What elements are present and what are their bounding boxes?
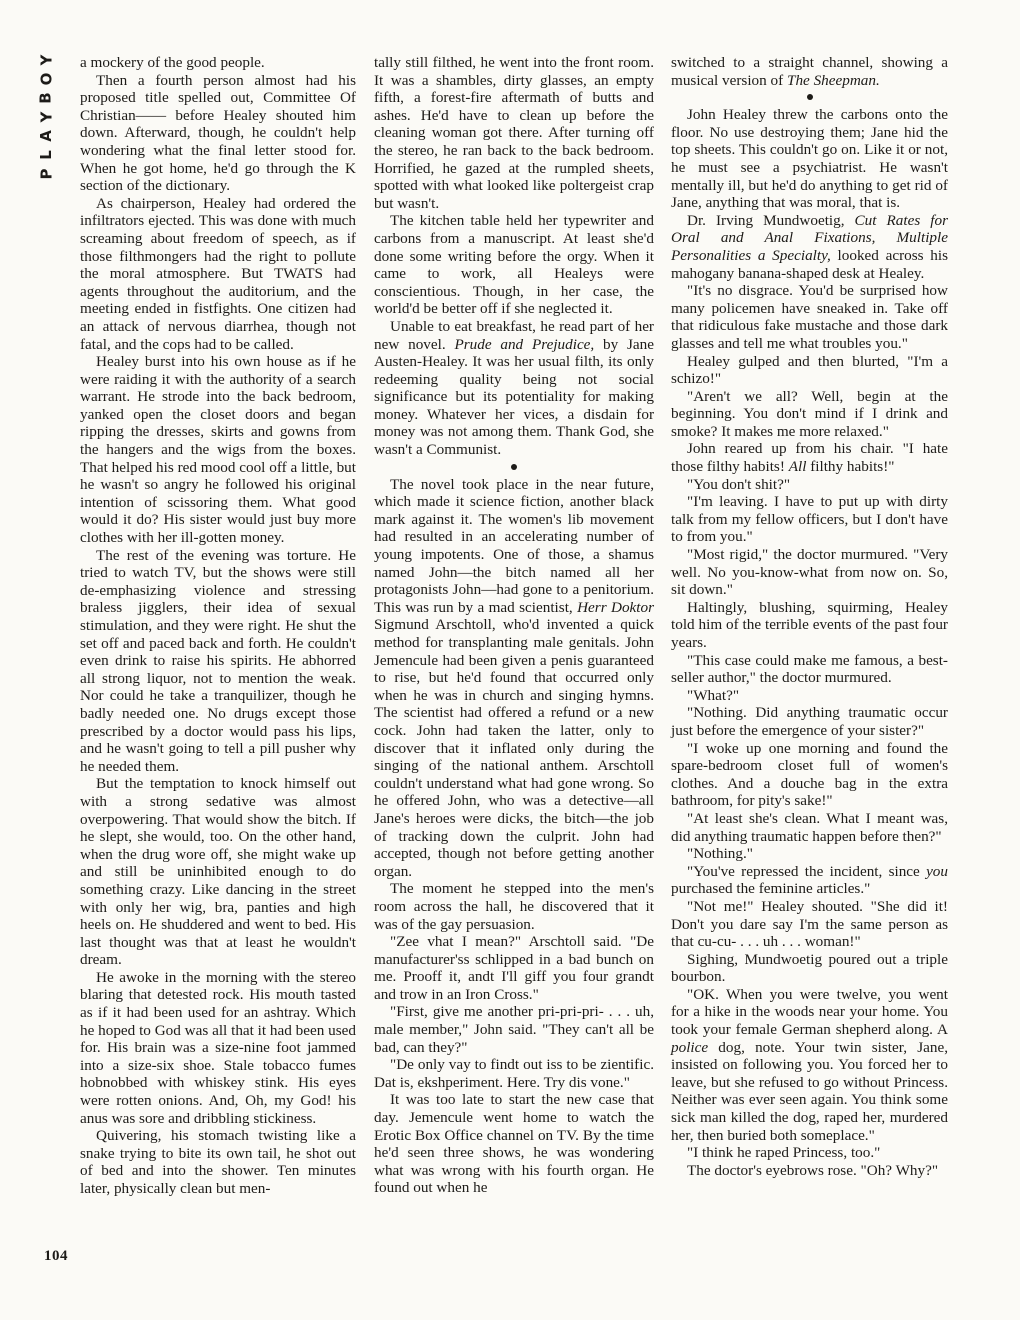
book-title: Prude and Prejudice, (454, 335, 595, 353)
paragraph: John Healey threw the carbons onto the floor. No use destroying them; Jane hid the top sheets. This couldn't go on. Like it or not, he must see a psychiatrist. He wasn't mentally ill, but he'd do anything to get rid of Jane, anything that was moral, that is. (671, 106, 948, 212)
paragraph: Healey gulped and then blurted, "I'm a schizo!" (671, 352, 948, 388)
text-run: The novel took place in the near future, which made it science fiction, another black mark against it. The women's lib movement had resulted in an accelerating number of young impotents. One of those, a shamus named John—the bitch named all her protagonists John—had gone to a penitorium. This was run by a mad scientist, (374, 475, 654, 616)
text-run: Unable to eat breakfast, he read part of her new novel. (374, 317, 654, 353)
text-run: "OK. When you were twelve, you went for a hike in the woods near your home. You took your female German shepherd along. A (671, 985, 948, 1039)
paragraph: Haltingly, blushing, squirming, Healey told him of the terrible events of the past four years. (671, 598, 948, 651)
text-column-1 (80, 54, 356, 1198)
text-run: Dr. Irving Mundwoetig, (687, 211, 855, 229)
paragraph: The kitchen table held her typewriter and carbons from a manuscript. At least she'd done some writing before the orgy. When it came to work, all Healeys were conscientious. Though, in her case, the world'd be better off if she neglected it. (374, 212, 654, 318)
paragraph: The rest of the evening was torture. He tried to watch TV, but the shows were still de-emphasizing violence and stressing braless jigglers, their idea of sexual stimulation, and they were right. He shut the set off and paced back and forth. He couldn't even drink to raise his spirits. He abhorred all strong liquor, not to mention the weak. Nor could he take a tranquilizer, though he badly needed one. No drugs except those prescribed by a doctor would pass his lips, and he wasn't going to tell a pill pusher why he needed them. (80, 546, 356, 775)
paragraph: But the temptation to knock himself out with a strong sedative was almost overpowering. That would show the bitch. If he slept, she would, too. On the other hand, when the drug wore off, she might wake up and still be uninhibited enough to do something crazy. Like dancing in the street with only her wig, bra, panties and high heels on. He shuddered and went to bed. His last thought was that at least he wouldn't dream. (80, 775, 356, 969)
paragraph: "It's no disgrace. You'd be surprised how many policemen have sneaked in. Take off that ridiculous fake mustache and those dark glasses and tell me what troubles you." (671, 282, 948, 352)
paragraph: "Nothing. Did anything traumatic occur just before the emergence of your sister?" (671, 704, 948, 739)
paragraph: Sighing, Mundwoetig poured out a triple bourbon. (671, 950, 948, 986)
italic-credentials: Cut Rates for Oral and Anal Fixations, Multiple Personalities a Specialty, (671, 211, 948, 264)
paragraph: It was too late to start the new case that day. Jemencule went home to watch the Erotic Box Office channel on TV. By the time he'd seen three shows, he was wondering what was wrong with his fourth organ. He found out when he (374, 1091, 654, 1197)
logo-letter: O (36, 72, 55, 86)
paragraph: "Nothing." (687, 845, 753, 863)
logo-letter: Y (37, 111, 55, 123)
paragraph: "De only vay to findt out iss to be zientific. Dat is, ekshperiment. Here. Try dis vone." (374, 1056, 654, 1091)
paragraph: "You don't shit?" (687, 475, 791, 493)
logo-letter: L (37, 150, 55, 160)
page-number: 104 (44, 1248, 68, 1264)
paragraph (374, 318, 654, 459)
text-run: looked across his mahogany banana-shaped desk at Healey. (671, 246, 948, 282)
text-run: dog, note. Your twin sister, Jane, insisted on following you. You forced her to leave, but she refused to go without Princess. Neither was ever seen again. You think some sick man killed the dog, raped her, murdered her, then buried both someplace." (671, 1038, 948, 1144)
paragraph (374, 476, 654, 881)
paragraph: "This case could make me famous, a best-seller author," the doctor murmured. (671, 651, 948, 687)
paragraph (671, 986, 948, 1144)
emphasis: All (788, 458, 807, 476)
text-run: by Jane Austen-Healey. It was her usual filth, its only redeeming quality being not social significance but its potentiality for making money. Whatever her vices, a disdain for money was not among them. Thank God, she wasn't a Communist. (374, 335, 655, 459)
text-run: switched to a straight channel, showing a musical version of (671, 54, 948, 89)
paragraph: tally still filthed, he went into the front room. It was a shambles, dirty glasses, an empty fifth, a forest-fire aftermath of butts and ashes. He'd have to clean up before the cleaning woman got there. After turning off the stereo, he ran back to the back bedroom. Horrified, he gazed at the rumpled sheets, spotted with what looked like poltergeist crap but wasn't. (374, 54, 654, 212)
logo-letter: P (37, 168, 55, 180)
paragraph: "Most rigid," the doctor murmured. "Very well. No you-know-what from now on. So, sit down." (671, 546, 948, 599)
paragraph: "I woke up one morning and found the spare-bedroom closet full of women's clothes. And a douche bag in the extra bathroom, for pity's sake!" (671, 739, 948, 810)
magazine-side-logo (26, 52, 66, 182)
paragraph: "I think he raped Princess, too." (687, 1144, 881, 1162)
text-run: filthy habits!" (806, 458, 895, 476)
text-column-2 (374, 54, 654, 1197)
logo-letter: A (36, 130, 55, 142)
paragraph (671, 440, 948, 475)
paragraph: Then a fourth person almost had his proposed title spelled out, Committee Of Christian—— before Healey shouted him down. Afterward, though, he couldn't help wondering what the final letter stood for. When he got home, he'd go through the K section of the dictionary. (80, 71, 356, 195)
text-column-3 (671, 54, 948, 1179)
paragraph: "What?" (687, 686, 740, 704)
paragraph: As chairperson, Healey had ordered the infiltrators ejected. This was done with much screaming about freedom of speech, as if those filthmongers had the right to pollute the moral atmosphere. But TWATS had agents throughout the auditorium, and the meeting ended in fistfights. One citizen had an attack of nervous diarrhea, though not fatal, and the cops had to be called. (80, 194, 356, 353)
paragraph (671, 212, 948, 282)
paragraph: Healey burst into his own house as if he were raiding it with the authority of a search warrant. He strode into the back bedroom, yanked open the closet doors and began ripping the dresses, skirts and gowns from the hangers and the wigs from the boxes. That helped his red mood cool off a little, but he wasn't so angry he followed his original intention of scissoring them. What good would it do? His sister would just buy more clothes with her ill-gotten money. (80, 353, 356, 547)
paragraph: "Zee vhat I mean?" Arschtoll said. "De manufacturer'ss schlipped in a bad bunch on me. Prooff it, andt I'll giff you four grandt and trow in an Iron Cross." (374, 933, 654, 1003)
text-run: Sigmund Arschtoll, who'd invented a quick method for transplanting male genitals. John Jemencule had been given a penis guaranteed to rise, but he'd found that occurred only when he was in church and singing hymns. The scientist had offered a refund or a new cock. John had taken the latter, only to discover that it inflated only during the singing of the national anthem. Arschtoll couldn't understand what had gone wrong. So he offered John, who was a detective—all Jane's heroes were dicks, the bitch—the job of tracking down the culprit. John had accepted, though not before getting another organ. (374, 616, 654, 880)
logo-letter: Y (37, 54, 55, 66)
text-run: "You've repressed the incident, since (687, 862, 927, 880)
emphasis: police (671, 1038, 709, 1056)
section-break-bullet (511, 464, 517, 470)
paragraph: "First, give me another pri-pri-pri- . . . uh, male member," John said. "They can't all be bad, can they?" (374, 1003, 654, 1056)
paragraph: "At least she's clean. What I meant was, did anything traumatic happen before then?" (671, 809, 948, 845)
logo-letter: B (37, 92, 55, 104)
paragraph: "Not me!" Healey shouted. "She did it! Don't you dare say I'm the same person as that cu-cu- . . . uh . . . woman!" (671, 897, 948, 951)
paragraph: "Aren't we all? Well, begin at the beginning. You don't mind if I drink and smoke? It makes me more relaxed." (671, 387, 948, 440)
text-run: purchased the feminine articles." (671, 880, 871, 898)
paragraph (671, 863, 948, 898)
paragraph: The doctor's eyebrows rose. "Oh? Why?" (687, 1161, 939, 1179)
section-break-bullet (807, 94, 813, 100)
show-title: The Sheepman. (787, 71, 880, 89)
paragraph: He awoke in the morning with the stereo blaring that detested rock. His mouth tasted as if it had been used for an ashtray. Which he hoped to God was all that it had been used for. His brain was a size-nine foot jammed into a size-six shoe. Stale tobacco fumes hobnobbed with whiskey stink. His eyes were rotten onions. And, Oh, my God! his anus was sore and dribbling stickiness. (80, 968, 356, 1127)
paragraph: "I'm leaving. I have to put up with dirty talk from my fellow officers, but I don't have to from you." (671, 493, 948, 546)
italic-name: Herr Doktor (577, 598, 654, 616)
paragraph (671, 54, 948, 89)
paragraph: The moment he stepped into the men's room across the hall, he discovered that it was of the gay persuasion. (374, 880, 654, 933)
emphasis: you (926, 862, 948, 880)
text-run: John reared up from his chair. "I hate those filthy habits! (671, 440, 948, 476)
paragraph: Quivering, his stomach twisting like a snake trying to bite its own tail, he shot out of bed and into the shower. Ten minutes later, physically clean but men- (80, 1127, 356, 1197)
paragraph: a mockery of the good people. (80, 54, 265, 71)
